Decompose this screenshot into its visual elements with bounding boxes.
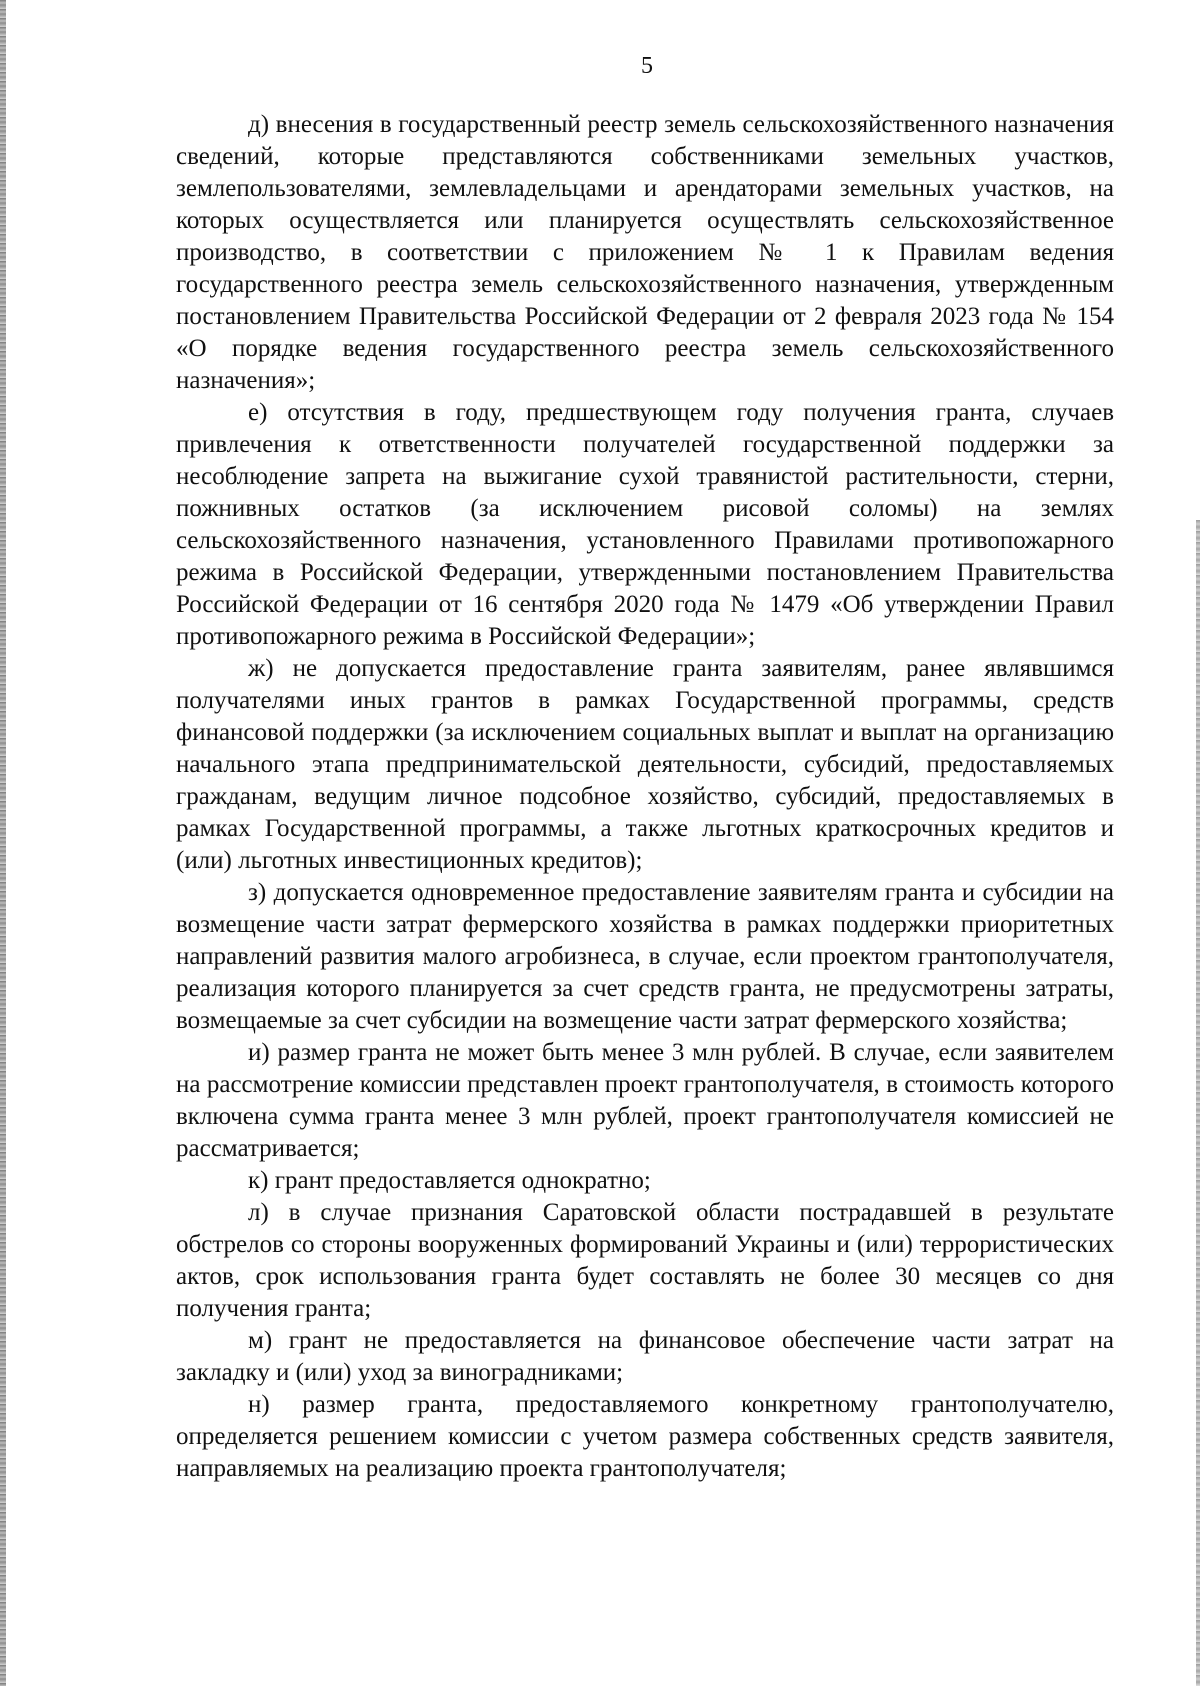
paragraph-d: д) внесения в государственный реестр земель сельскохозяйственного назначения сведений, которые представляются собственниками земельных участков, землепользователями, землевладельцами и арендаторами земельных участков, на которых осуществляется или планируется осуществлять сельскохозяйственное производство, в соответствии с приложением № 1 к Правилам ведения государственного реестра земель сельскохозяйственного назначения, утвержденным постановлением Правительства Российской Федерации от 2 февраля 2023 года № 154 «О порядке ведения государственного реестра земель сельскохозяйственного назначения»; — [176, 111, 1114, 394]
paragraph-i: и) размер гранта не может быть менее 3 млн рублей. В случае, если заявителем на рассмотрение комиссии представлен проект грантополучателя, в стоимость которого включена сумма гранта менее 3 млн рублей, проект грантополучателя комиссией не рассматривается; — [176, 1039, 1114, 1162]
paragraph-z: з) допускается одновременное предоставление заявителям гранта и субсидии на возмещение части затрат фермерского хозяйства в рамках поддержки приоритетных направлений развития малого агробизнеса, в случае, если проектом грантополучателя, реализация которого планируется за счет средств гранта, не предусмотрены затраты, возмещаемые за счет субсидии на возмещение части затрат фермерского хозяйства; — [176, 879, 1114, 1034]
document-body — [176, 109, 1114, 1485]
page-number: 5 — [641, 53, 653, 79]
paragraph-m: м) грант не предоставляется на финансовое обеспечение части затрат на закладку и (или) уход за виноградниками; — [176, 1327, 1114, 1386]
paragraph-k: к) грант предоставляется однократно; — [248, 1167, 651, 1194]
paragraph-zh: ж) не допускается предоставление гранта заявителям, ранее являвшимся получателями иных грантов в рамках Государственной программы, средств финансовой поддержки (за исключением социальных выплат и выплат на организацию начального этапа предпринимательской деятельности, субсидий, предоставляемых гражданам, ведущим личное подсобное хозяйство, субсидий, предоставляемых в рамках Государственной программы, а также льготных краткосрочных кредитов и (или) льготных инвестиционных кредитов); — [176, 655, 1114, 874]
paragraph-l: л) в случае признания Саратовской области пострадавшей в результате обстрелов со стороны вооруженных формирований Украины и (или) террористических актов, срок использования гранта будет составлять не более 30 месяцев со дня получения гранта; — [176, 1199, 1114, 1322]
paragraph-e: е) отсутствия в году, предшествующем году получения гранта, случаев привлечения к ответственности получателей государственной поддержки за несоблюдение запрета на выжигание сухой травянистой растительности, стерни, пожнивных остатков (за исключением рисовой соломы) на землях сельскохозяйственного назначения, установленного Правилами противопожарного режима в Российской Федерации, утвержденными постановлением Правительства Российской Федерации от 16 сентября 2020 года № 1479 «Об утверждении Правил противопожарного режима в Российской Федерации»; — [176, 399, 1114, 650]
paragraph-n: н) размер гранта, предоставляемого конкретному грантополучателю, определяется решением комиссии с учетом размера собственных средств заявителя, направляемых на реализацию проекта грантополучателя; — [176, 1391, 1114, 1482]
scan-edge-left — [0, 0, 6, 1686]
scan-edge-right — [1196, 520, 1200, 1686]
